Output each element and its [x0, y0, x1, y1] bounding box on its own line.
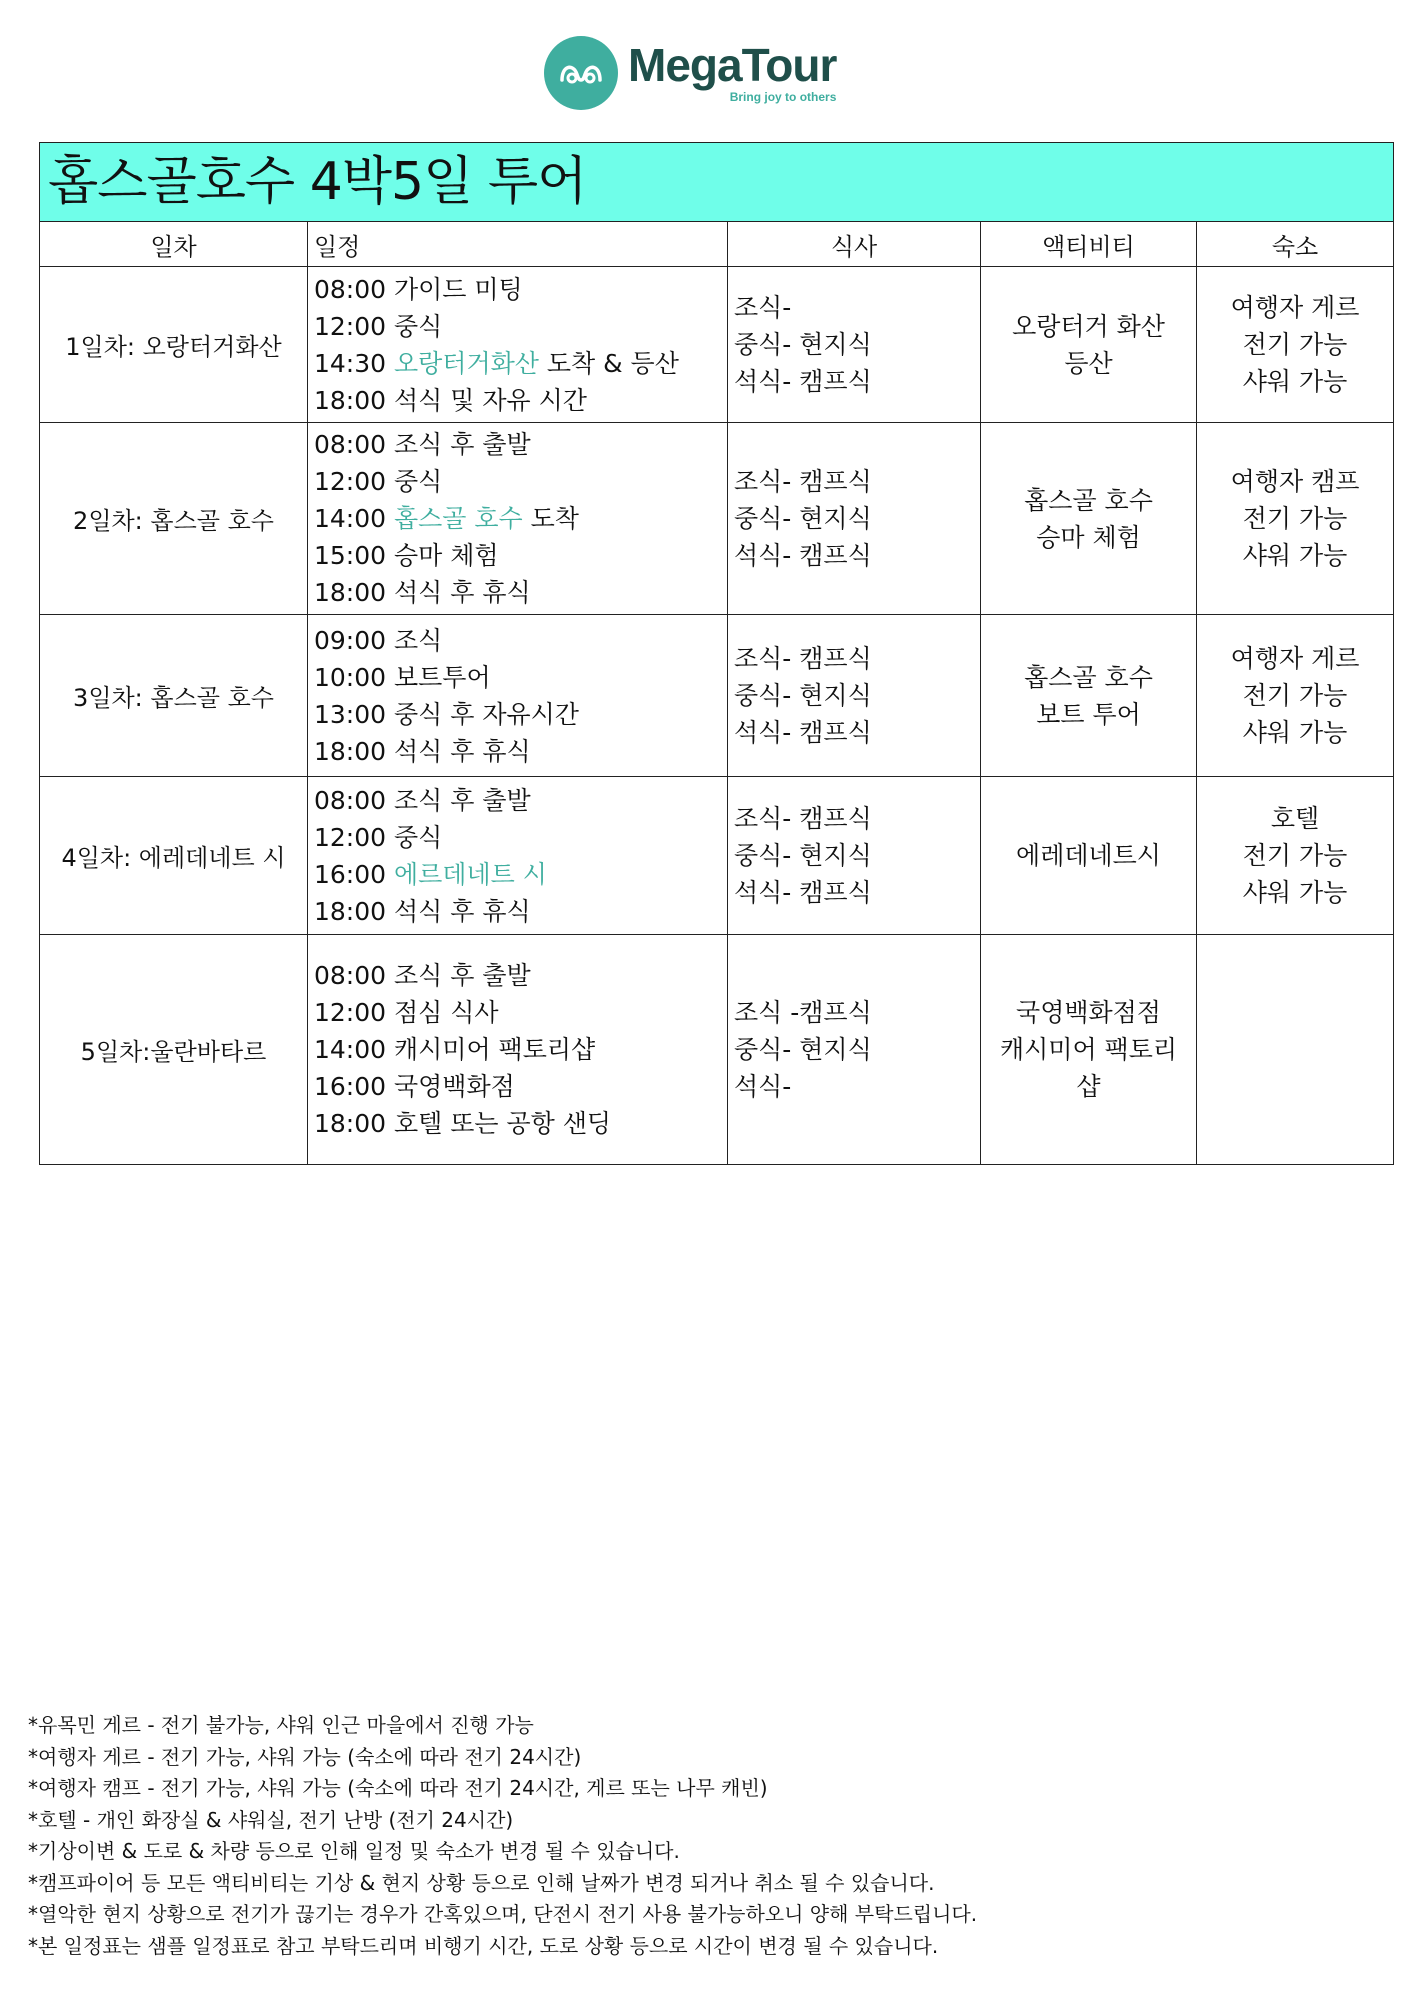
- schedule-item: [314, 537, 727, 574]
- schedule-item: [314, 659, 727, 696]
- activity-cell-line: 등산: [1064, 348, 1113, 378]
- table-row: [40, 615, 1394, 777]
- note-item: *기상이변 & 도로 & 차량 등으로 인해 일정 및 숙소가 변경 될 수 있습니다.: [28, 1839, 680, 1863]
- schedule-item: [314, 271, 727, 308]
- table-row: [40, 777, 1394, 935]
- note-item: *호텔 - 개인 화장실 & 샤워실, 전기 난방 (전기 24시간): [28, 1807, 514, 1832]
- stay-cell-line: 샤워 가능: [1242, 878, 1348, 907]
- header-activity: 액티비티: [981, 222, 1197, 267]
- schedule-highlight: 오랑터거화산: [394, 348, 539, 378]
- meal-cell-line: 중식- 현지식: [734, 681, 872, 710]
- meal-cell-line: 중식- 현지식: [734, 1035, 872, 1064]
- schedule-item: [314, 856, 727, 893]
- table-row: [40, 423, 1394, 615]
- schedule-item: [314, 893, 727, 930]
- day-cell: 3일차: 홉스골 호수: [40, 615, 308, 777]
- schedule-item: [314, 696, 727, 733]
- meal-cell-line: 중식- 현지식: [734, 330, 872, 359]
- meal-cell-line: 석식- 캠프식: [734, 541, 872, 570]
- schedule-item: [314, 308, 727, 345]
- schedule-item: [314, 1068, 727, 1105]
- activity-cell-line: 오랑터거 화산: [1012, 311, 1165, 341]
- schedule-time: 08:00: [314, 961, 387, 990]
- meal-cell-line: 석식- 캠프식: [734, 718, 872, 747]
- schedule-text: 중식: [394, 311, 443, 341]
- activity-cell-line: 홉스골 호수: [1024, 662, 1153, 692]
- meal-cell-line: 조식- 캠프식: [734, 804, 872, 833]
- schedule-item: [314, 382, 727, 419]
- schedule-cell: [308, 615, 728, 777]
- stay-cell-line: 호텔: [1270, 804, 1320, 833]
- activity-cell: [981, 615, 1197, 777]
- schedule-text: 도착 & 등산: [538, 348, 679, 378]
- stay-cell-line: 전기 가능: [1242, 681, 1348, 710]
- schedule-item: [314, 574, 727, 611]
- schedule-time: 13:00: [314, 699, 387, 729]
- activity-cell: [981, 267, 1197, 423]
- schedule-time: 15:00: [314, 541, 387, 570]
- table-row: [40, 267, 1394, 423]
- schedule-item: [314, 733, 727, 770]
- note-item: *본 일정표는 샘플 일정표로 참고 부탁드리며 비행기 시간, 도로 상황 등으로 시간이 변경 될 수 있습니다.: [28, 1933, 939, 1958]
- schedule-time: 12:00: [314, 467, 387, 496]
- page-title: 홉스골호수 4박5일 투어: [48, 152, 587, 212]
- activity-cell: [981, 423, 1197, 615]
- schedule-time: 12:00: [314, 822, 387, 852]
- megatour-logo: [544, 34, 836, 112]
- note-item: *여행자 캠프 - 전기 가능, 샤워 가능 (숙소에 따라 전기 24시간, 게르 또는 나무 캐빈): [28, 1776, 768, 1800]
- schedule-time: 08:00: [314, 274, 387, 304]
- schedule-item: [314, 819, 727, 856]
- schedule-highlight: 홉스골 호수: [394, 504, 523, 533]
- stay-cell-line: 여행자 캠프: [1230, 467, 1360, 496]
- brand-name: MegaTour: [628, 39, 837, 91]
- stay-cell: [1197, 423, 1394, 615]
- schedule-text: 보트투어: [394, 662, 491, 692]
- meal-cell-line: 중식- 현지식: [734, 841, 872, 870]
- schedule-text: 중식 후 자유시간: [394, 699, 579, 729]
- day-cell: 1일차: 오랑터거화산: [40, 267, 308, 423]
- schedule-text: 중식: [394, 467, 443, 496]
- schedule-time: 18:00: [314, 736, 387, 766]
- stay-cell: [1197, 777, 1394, 935]
- schedule-text: 조식: [394, 625, 443, 655]
- activity-cell-line: 국영백화점점: [1016, 998, 1161, 1027]
- activity-cell: [981, 935, 1197, 1165]
- day-cell: 4일차: 에레데네트 시: [40, 777, 308, 935]
- meal-cell: [728, 423, 981, 615]
- notes-section: [28, 1710, 1398, 1962]
- note-item: *캠프파이어 등 모든 액티비티는 기상 & 현지 상황 등으로 인해 날짜가 변경 되거나 취소 될 수 있습니다.: [28, 1870, 935, 1895]
- schedule-cell: [308, 777, 728, 935]
- itinerary-table: [39, 142, 1394, 1165]
- schedule-item: [314, 500, 727, 537]
- meal-cell: [728, 615, 981, 777]
- schedule-text: 조식 후 출발: [394, 430, 531, 459]
- stay-cell-line: 여행자 게르: [1230, 644, 1360, 673]
- activity-cell-line: 홉스골 호수: [1024, 485, 1153, 515]
- stay-cell-line: 샤워 가능: [1242, 718, 1348, 747]
- meal-cell: [728, 777, 981, 935]
- schedule-item: [314, 463, 727, 500]
- title-cell: [40, 143, 1394, 222]
- schedule-time: 09:00: [314, 625, 387, 655]
- schedule-text: 중식: [394, 822, 443, 852]
- brand-tagline: Bring joy to others: [729, 90, 837, 104]
- header-schedule: 일정: [308, 222, 728, 267]
- note-item: *유목민 게르 - 전기 불가능, 샤워 인근 마을에서 진행 가능: [28, 1713, 534, 1737]
- schedule-item: [314, 345, 727, 382]
- schedule-text: 점심 식사: [394, 998, 499, 1027]
- activity-cell-line: 보트 투어: [1036, 699, 1141, 729]
- stay-cell-line: 전기 가능: [1242, 841, 1348, 870]
- schedule-text: 조식 후 출발: [394, 961, 531, 990]
- schedule-item: [314, 1031, 727, 1068]
- schedule-text: 가이드 미팅: [394, 274, 523, 304]
- table-row: [40, 935, 1394, 1165]
- schedule-cell: [308, 267, 728, 423]
- schedule-text: 석식 후 휴식: [394, 578, 531, 607]
- day-cell: 5일차:울란바타르: [40, 935, 308, 1165]
- schedule-time: 14:00: [314, 1035, 387, 1064]
- schedule-text: 조식 후 출발: [394, 785, 531, 815]
- stay-cell-line: 여행자 게르: [1230, 293, 1360, 322]
- schedule-text: 석식 후 휴식: [394, 736, 531, 766]
- meal-cell-line: 중식- 현지식: [734, 504, 872, 533]
- schedule-time: 10:00: [314, 662, 387, 692]
- stay-cell-line: 샤워 가능: [1242, 541, 1348, 570]
- schedule-item: [314, 1105, 727, 1142]
- schedule-text: 호텔 또는 공항 샌딩: [394, 1109, 612, 1138]
- schedule-text: 도착: [522, 504, 579, 533]
- header-meals: 식사: [728, 222, 981, 267]
- schedule-item: [314, 994, 727, 1031]
- meal-cell-line: 조식 -캠프식: [734, 998, 872, 1027]
- stay-cell: [1197, 615, 1394, 777]
- schedule-item: [314, 426, 727, 463]
- schedule-text: 승마 체험: [394, 541, 499, 570]
- stay-cell-line: 전기 가능: [1242, 504, 1348, 533]
- schedule-time: 16:00: [314, 859, 387, 889]
- schedule-time: 08:00: [314, 430, 387, 459]
- note-item: *여행자 게르 - 전기 가능, 샤워 가능 (숙소에 따라 전기 24시간): [28, 1744, 582, 1769]
- schedule-item: [314, 957, 727, 994]
- meal-cell-line: 조식-: [734, 293, 792, 322]
- meal-cell-line: 석식-: [734, 1072, 792, 1101]
- day-cell: 2일차: 홉스골 호수: [40, 423, 308, 615]
- schedule-text: 석식 및 자유 시간: [394, 385, 587, 415]
- note-item: *열악한 현지 상황으로 전기가 끊기는 경우가 간혹있으며, 단전시 전기 사용 불가능하오니 양해 부탁드립니다.: [28, 1902, 978, 1926]
- schedule-time: 14:30: [314, 348, 387, 378]
- activity-cell-line: 승마 체험: [1036, 522, 1141, 552]
- schedule-time: 12:00: [314, 998, 387, 1027]
- header-row: [40, 222, 1394, 267]
- meal-cell: [728, 935, 981, 1165]
- header-stay: 숙소: [1197, 222, 1394, 267]
- schedule-time: 12:00: [314, 311, 387, 341]
- meal-cell-line: 석식- 캠프식: [734, 878, 872, 907]
- meal-cell-line: 조식- 캠프식: [734, 644, 872, 673]
- schedule-item: [314, 622, 727, 659]
- stay-cell: [1197, 935, 1394, 1165]
- schedule-highlight: 에르데네트 시: [394, 859, 547, 889]
- meal-cell-line: 조식- 캠프식: [734, 467, 872, 496]
- schedule-time: 16:00: [314, 1072, 387, 1101]
- schedule-time: 08:00: [314, 785, 387, 815]
- schedule-time: 18:00: [314, 1109, 387, 1138]
- schedule-time: 14:00: [314, 504, 387, 533]
- stay-cell-line: 샤워 가능: [1242, 367, 1348, 396]
- meal-cell-line: 석식- 캠프식: [734, 367, 872, 396]
- title-row: [40, 143, 1394, 222]
- meal-cell: [728, 267, 981, 423]
- schedule-item: [314, 782, 727, 819]
- stay-cell-line: 전기 가능: [1242, 330, 1348, 359]
- schedule-cell: [308, 935, 728, 1165]
- header-day: 일차: [40, 222, 308, 267]
- schedule-cell: [308, 423, 728, 615]
- schedule-time: 18:00: [314, 385, 387, 415]
- megatour-logo-icon: [544, 36, 618, 110]
- activity-cell-line: 에레데네트시: [1016, 841, 1161, 870]
- activity-cell-line: 샵: [1076, 1072, 1101, 1101]
- schedule-text: 국영백화점: [394, 1072, 515, 1101]
- activity-cell: [981, 777, 1197, 935]
- stay-cell: [1197, 267, 1394, 423]
- activity-cell-line: 캐시미어 팩토리: [1000, 1035, 1177, 1064]
- schedule-text: 캐시미어 팩토리샵: [394, 1035, 596, 1064]
- schedule-text: 석식 후 휴식: [394, 896, 531, 926]
- schedule-time: 18:00: [314, 578, 387, 607]
- schedule-time: 18:00: [314, 896, 387, 926]
